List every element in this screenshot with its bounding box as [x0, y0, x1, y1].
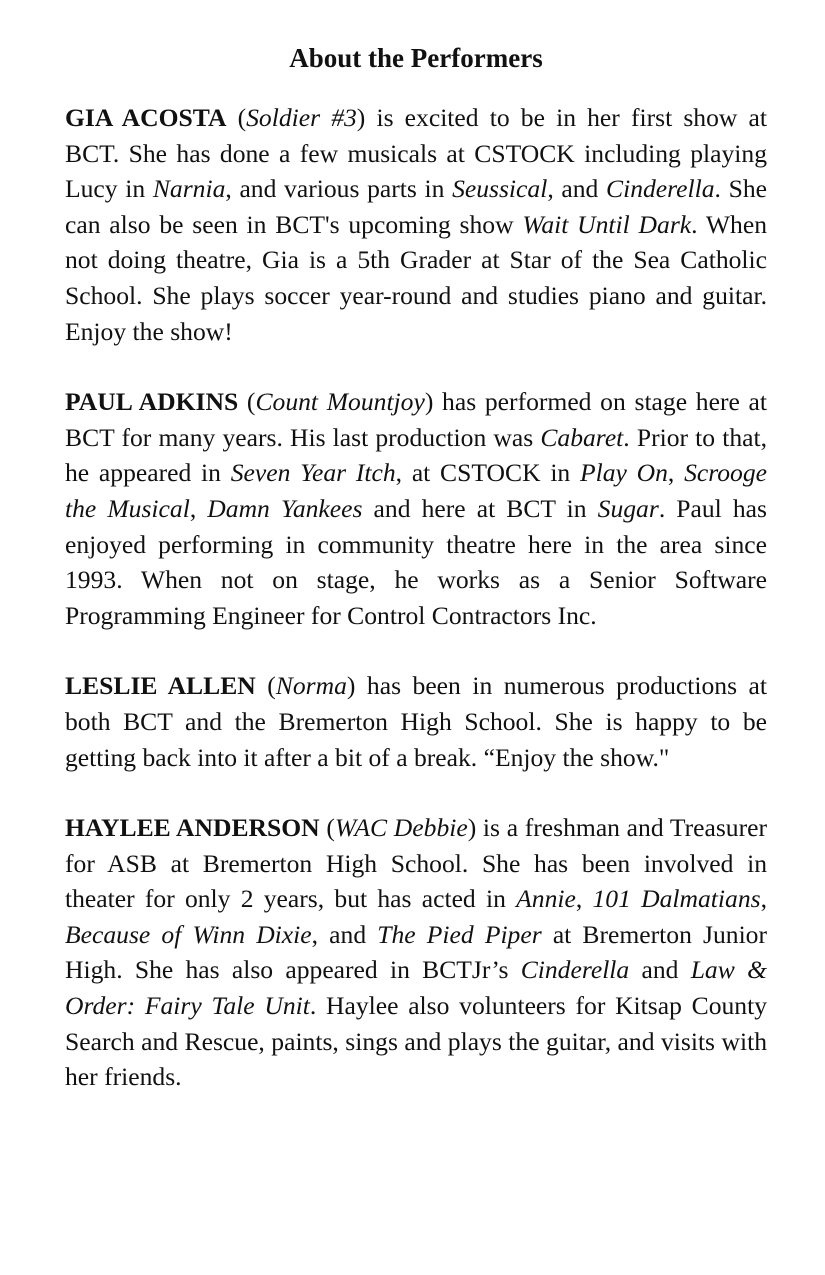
italic-title: Because of Winn Dixie — [65, 919, 312, 949]
page-title: About the Performers — [289, 43, 543, 73]
performer-bio — [65, 668, 767, 775]
italic-title: Play On — [579, 458, 668, 488]
bio-text: , and — [547, 174, 607, 204]
italic-title: Sugar — [597, 493, 659, 523]
bio-text: ( — [226, 103, 247, 132]
italic-title: Cinderella — [606, 174, 715, 204]
bio-text: and — [629, 955, 691, 985]
performer-bios — [65, 100, 767, 1095]
performer-bio — [65, 100, 767, 349]
bio-text: . She can also be seen in BCT's upcoming show — [65, 174, 767, 239]
bio-text: ) has been in numerous productions at both BCT and the Bremerton High School. She is happy to be getting back into it after a bit of a break. “Enjoy the show." — [65, 671, 767, 772]
performer-name: PAUL ADKINS — [65, 387, 239, 417]
italic-title: Count Mountjoy — [255, 387, 425, 417]
bio-text: . When not doing theatre, Gia is a 5th Grader at Star of the Sea Catholic School. She plays soccer year-round and studies piano and guitar. Enjoy the show! — [65, 209, 768, 346]
bio-text: at Bremerton Junior High. She has also appeared in BCTJr’s — [65, 919, 767, 985]
bio-text: , and — [311, 919, 378, 949]
italic-title: Damn Yankees — [207, 493, 363, 523]
bio-text: , — [760, 884, 767, 914]
performer-name: LESLIE ALLEN — [65, 671, 256, 701]
italic-title: Law & Order: Fairy Tale Unit — [65, 955, 767, 1021]
performer-bio — [65, 384, 767, 633]
bio-text: , — [667, 458, 685, 488]
italic-title: Wait Until Dark — [522, 209, 692, 239]
bio-text: ) has performed on stage here at BCT for many years. His last production was — [65, 387, 768, 452]
italic-title: Seven Year Itch — [230, 458, 396, 488]
bio-text: ( — [255, 671, 276, 701]
bio-text: ( — [319, 813, 335, 843]
performer-name: HAYLEE ANDERSON — [65, 813, 320, 843]
italic-title: Cinderella — [520, 955, 630, 985]
performer-bio — [65, 810, 767, 1095]
italic-title: WAC Debbie — [334, 813, 468, 843]
italic-title: The Pied Piper — [377, 919, 542, 949]
performer-name: GIA ACOSTA — [65, 103, 227, 132]
bio-text: ) is excited to be in her first show at BCT. She has done a few musicals at CSTOCK including playing Lucy in — [65, 103, 767, 204]
bio-text: . Prior to that, he appeared in — [65, 422, 767, 488]
bio-text: ( — [238, 387, 256, 417]
bio-text: ) is a freshman and Treasurer for ASB at Bremerton High School. She has been involved in theater for only 2 years, but has acted in — [65, 813, 767, 914]
italic-title: Narnia — [152, 174, 226, 204]
bio-text: , — [575, 884, 593, 914]
italic-title: Scrooge the Musical — [65, 458, 767, 523]
bio-text: and here at BCT in — [362, 493, 598, 523]
bio-text: , at CSTOCK in — [395, 458, 580, 488]
bio-text: . Paul has enjoyed performing in community theatre here in the area since 1993. When not on stage, he works as a Senior Software Programming Engineer for Control Contractors Inc. — [65, 493, 767, 630]
italic-title: Soldier #3 — [246, 103, 357, 132]
bio-text: , and various parts in — [225, 174, 453, 204]
italic-title: Cabaret — [540, 422, 624, 452]
bio-text: . Haylee also volunteers for Kitsap County Search and Rescue, paints, sings and plays the guitar, and visits with her friends. — [65, 991, 768, 1092]
italic-title: Norma — [275, 671, 347, 701]
bio-text: , — [189, 493, 208, 523]
italic-title: Annie — [516, 884, 576, 914]
italic-title: 101 Dalmatians — [592, 884, 761, 914]
italic-title: Seussical — [452, 174, 548, 204]
